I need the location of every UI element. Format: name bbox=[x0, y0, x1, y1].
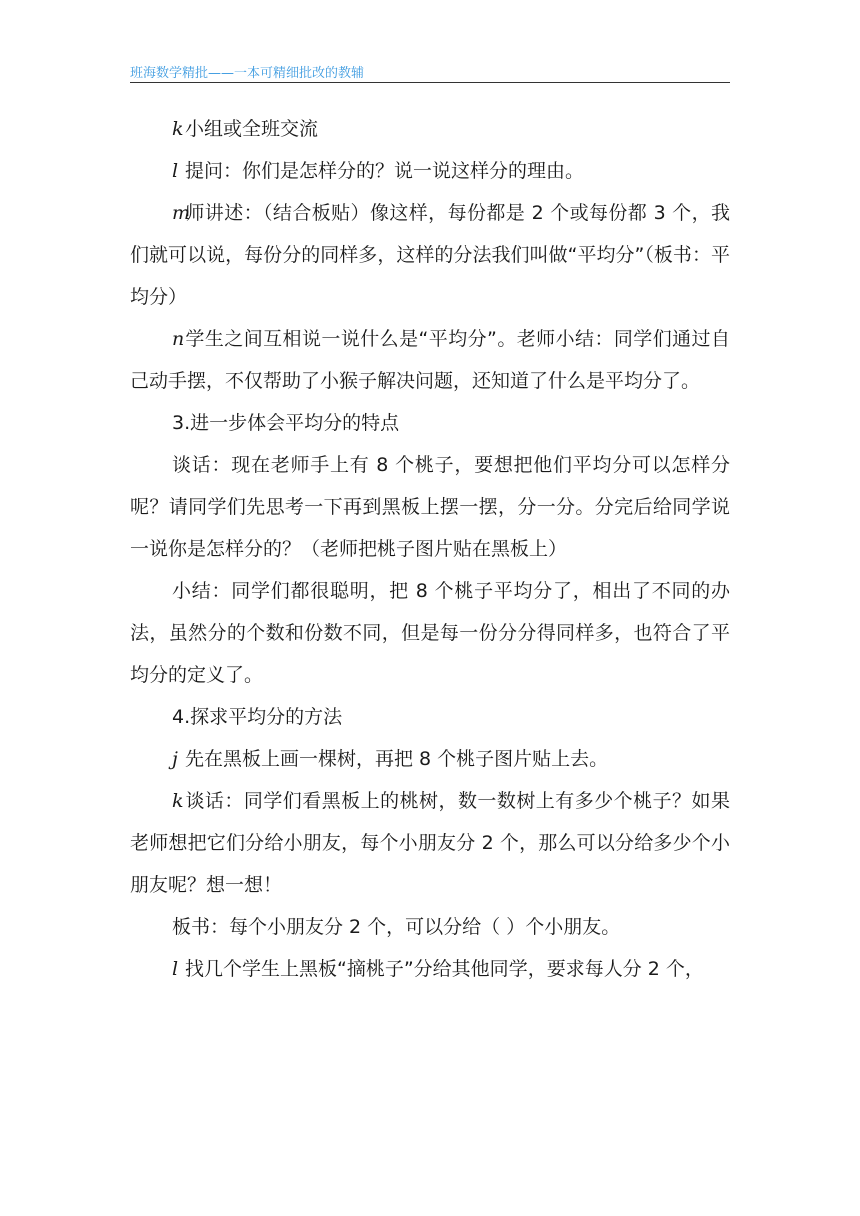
list-marker: l bbox=[172, 958, 179, 980]
paragraph-text: 小组或全班交流 bbox=[185, 118, 319, 140]
document-body bbox=[130, 108, 730, 990]
list-marker: l bbox=[172, 160, 179, 182]
paragraph bbox=[130, 570, 730, 696]
paragraph bbox=[130, 738, 730, 780]
paragraph-text: 找几个学生上黑板“摘桃子”分给其他同学，要求每人分 2 个， bbox=[185, 958, 704, 980]
paragraph-text: 小结：同学们都很聪明，把 8 个桃子平均分了，相出了不同的办法，虽然分的个数和份数不同，但是每一份分分得同样多，也符合了平均分的定义了。 bbox=[130, 580, 730, 686]
paragraph-text: 谈话：现在老师手上有 8 个桃子，要想把他们平均分可以怎样分呢？请同学们先思考一下再到黑板上摆一摆，分一分。分完后给同学说一说你是怎样分的？（老师把桃子图片贴在黑板上） bbox=[130, 454, 730, 560]
paragraph-text: 谈话：同学们看黑板上的桃树，数一数树上有多少个桃子？如果老师想把它们分给小朋友，每个小朋友分 2 个，那么可以分给多少个小朋友呢？想一想！ bbox=[130, 790, 730, 896]
list-marker: j bbox=[172, 748, 178, 770]
paragraph bbox=[130, 192, 730, 318]
header-title: 班海数学精批——一本可精细批改的教辅 bbox=[130, 66, 365, 81]
section-heading bbox=[130, 402, 730, 444]
paragraph bbox=[130, 948, 730, 990]
paragraph-text: 师讲述：（结合板贴）像这样，每份都是 2 个或每份都 3 个，我们就可以说，每份分的同样多，这样的分法我们叫做“平均分”（板书：平均分） bbox=[130, 202, 730, 308]
list-marker: k bbox=[172, 118, 184, 140]
paragraph-text: 4.探求平均分的方法 bbox=[172, 706, 343, 728]
paragraph bbox=[130, 150, 730, 192]
list-marker: k bbox=[172, 790, 184, 812]
list-marker: n bbox=[172, 328, 185, 350]
paragraph-text: 学生之间互相说一说什么是“平均分”。老师小结：同学们通过自己动手摆，不仅帮助了小猴子解决问题，还知道了什么是平均分了。 bbox=[130, 328, 730, 392]
paragraph-text: 提问：你们是怎样分的？说一说这样分的理由。 bbox=[185, 160, 585, 182]
paragraph-text: 先在黑板上画一棵树，再把 8 个桃子图片贴上去。 bbox=[185, 748, 609, 770]
paragraph bbox=[130, 318, 730, 402]
paragraph bbox=[130, 444, 730, 570]
paragraph bbox=[130, 906, 730, 948]
paragraph bbox=[130, 780, 730, 906]
list-marker: m bbox=[172, 202, 191, 224]
paragraph-text: 板书：每个小朋友分 2 个，可以分给（ ）个小朋友。 bbox=[172, 916, 621, 938]
section-heading bbox=[130, 696, 730, 738]
paragraph-text: 3.进一步体会平均分的特点 bbox=[172, 412, 400, 434]
page-header bbox=[130, 62, 730, 83]
paragraph bbox=[130, 108, 730, 150]
